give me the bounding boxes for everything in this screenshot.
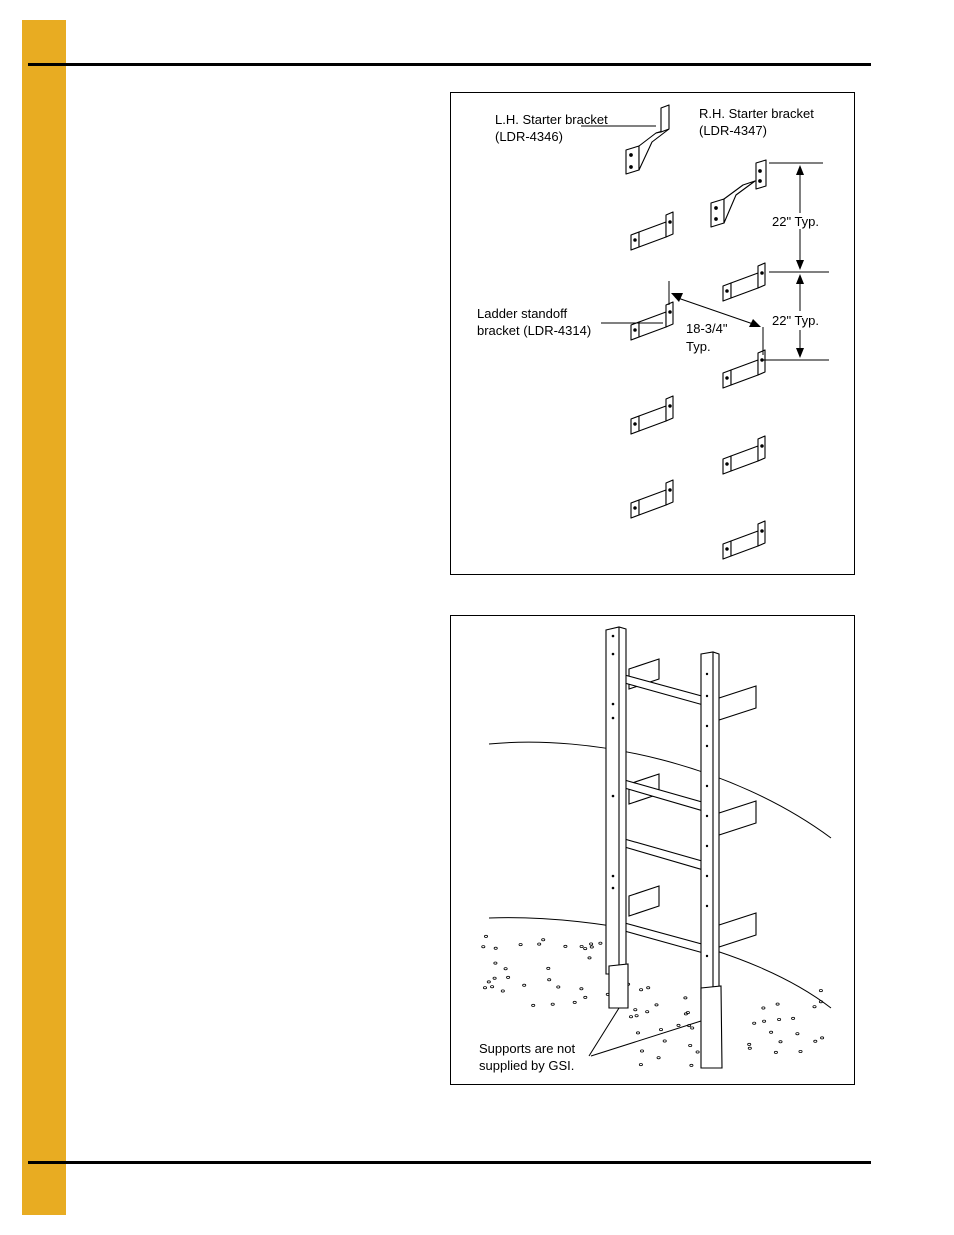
supports-note-line2: supplied by GSI. — [479, 1058, 575, 1073]
header-rule — [28, 63, 871, 66]
standoff-bracket — [631, 396, 673, 434]
standoff-bracket — [631, 480, 673, 518]
supports-note-line1: Supports are not — [479, 1041, 576, 1056]
spacing-label-vertical-1: 22" Typ. — [772, 214, 820, 229]
note-callout-lines — [589, 1008, 701, 1056]
ladder-right-rail — [701, 652, 722, 1068]
bracket-layout-drawing — [451, 93, 856, 576]
bracket-layout-figure — [450, 92, 855, 575]
spacing-label-vertical-2: 22" Typ. — [772, 313, 820, 328]
standoff-bracket — [723, 263, 765, 301]
ladder-left-rail — [606, 627, 628, 1008]
standoff-bracket — [631, 212, 673, 250]
spacing-label-horizontal-line1: 18-3/4" — [686, 321, 728, 336]
standoff-bracket — [723, 350, 765, 388]
rh-starter-bracket — [711, 160, 766, 227]
standoff-label-line1: Ladder standoff — [477, 306, 568, 321]
standoff-label-line2: bracket (LDR-4314) — [477, 323, 592, 338]
rh-bracket-label-line1: R.H. Starter bracket — [699, 106, 814, 121]
side-color-bar — [22, 20, 66, 1215]
spacing-label-horizontal-line2: Typ. — [686, 339, 711, 354]
bin-wall-curves — [489, 742, 831, 1008]
rh-bracket-label-line2: (LDR-4347) — [699, 123, 767, 138]
footer-rule — [28, 1161, 871, 1164]
standoff-bracket — [723, 436, 765, 474]
standoff-bracket — [631, 302, 673, 340]
ladder-assembly-figure — [450, 615, 855, 1085]
lh-bracket-label-line1: L.H. Starter bracket — [495, 112, 608, 127]
lh-bracket-label-line2: (LDR-4346) — [495, 129, 563, 144]
lh-starter-bracket — [626, 105, 669, 174]
standoff-bracket — [723, 521, 765, 559]
ladder-assembly-drawing — [451, 616, 856, 1086]
